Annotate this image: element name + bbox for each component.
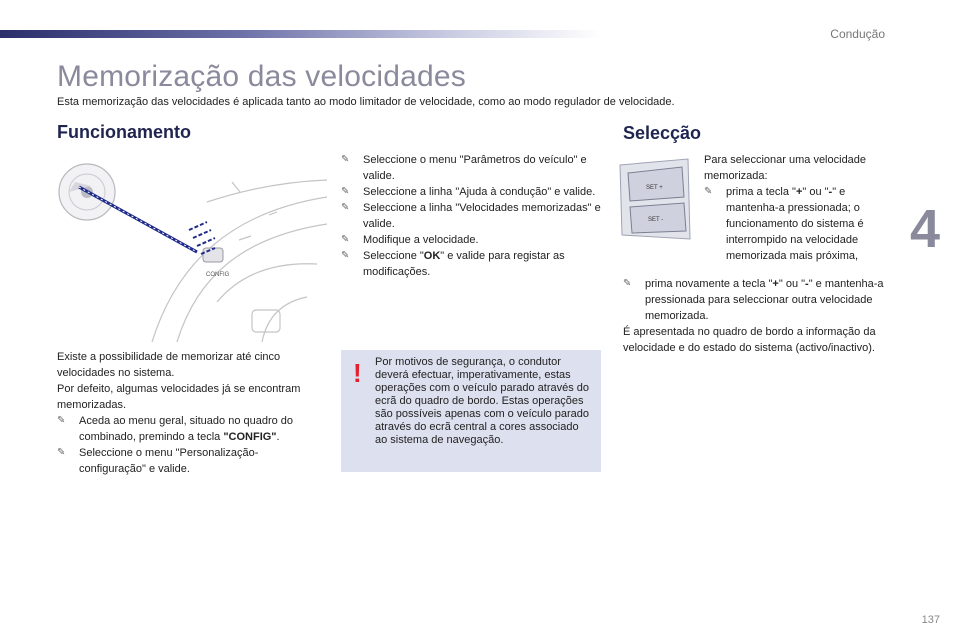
step-text: Aceda ao menu geral, situado no quadro do combinado, premindo a tecla	[79, 415, 294, 443]
chapter-number: 4	[909, 199, 940, 259]
set-buttons-illustration	[612, 155, 694, 243]
step-text: " ou "	[802, 186, 829, 198]
page-number: 137	[921, 614, 940, 626]
step-text: Seleccione o menu "Personalização-configuração" e valide.	[79, 447, 259, 475]
step-text: Seleccione "	[363, 250, 424, 262]
step-bold: -	[828, 186, 833, 198]
section-tag: Condução	[830, 27, 885, 41]
list-item	[341, 184, 603, 200]
set-minus-label: SET -	[648, 217, 664, 223]
step-text: prima novamente a tecla "	[645, 278, 773, 290]
page-title: Memorização das velocidades	[57, 60, 466, 93]
list-item	[704, 184, 889, 264]
config-key-label: CONFIG	[206, 272, 230, 278]
intro-text: Esta memorização das velocidades é aplicada tanto ao modo limitador de velocidade, como ao modo regulador de velocidade.	[57, 96, 675, 108]
bullet-icon: ✎	[704, 186, 713, 197]
seleccao-steps-1	[704, 184, 889, 264]
warning-text: Por motivos de segurança, o condutor deverá efectuar, imperativamente, estas operações com o veículo parado através do ecrã do quadro de bordo. Estas operações são possíveis apenas com o veículo parado através do ecrã central a cores associado ao sistema de navegação.	[375, 356, 590, 446]
step-bold: "CONFIG"	[223, 431, 277, 443]
step-text: Seleccione a linha "Ajuda à condução" e valide.	[363, 186, 596, 198]
bullet-icon: ✎	[341, 202, 350, 213]
bullet-icon: ✎	[341, 234, 350, 245]
step-text: " e valide para registar as modificações.	[363, 250, 565, 278]
seleccao-text-bottom	[623, 276, 888, 356]
list-item	[623, 276, 888, 324]
seleccao-text-top	[704, 152, 889, 264]
step-text: Modifique a velocidade.	[363, 234, 479, 246]
paragraph: Existe a possibilidade de memorizar até cinco velocidades no sistema.	[57, 351, 281, 379]
funcionamento-text-left	[57, 349, 312, 477]
safety-warning-box	[341, 350, 601, 472]
list-item	[341, 200, 603, 232]
bullet-icon: ✎	[57, 415, 66, 426]
list-item	[341, 248, 603, 280]
bullet-icon: ✎	[341, 186, 350, 197]
step-bold: OK	[423, 250, 441, 262]
list-item	[57, 413, 312, 445]
steps-list-a	[57, 413, 312, 477]
steering-wheel-drawing	[57, 152, 327, 342]
step-text: Seleccione a linha "Velocidades memorizadas" e valide.	[363, 202, 601, 230]
seleccao-steps-2	[623, 276, 888, 324]
heading-seleccao: Selecção	[623, 123, 702, 143]
step-text: prima a tecla "	[726, 186, 796, 198]
paragraph: Para seleccionar uma velocidade memorizada:	[704, 154, 867, 182]
paragraph: Por defeito, algumas velocidades já se encontram memorizadas.	[57, 383, 301, 411]
step-text: Seleccione o menu "Parâmetros do veículo" e valide.	[363, 154, 587, 182]
warning-icon: !	[353, 358, 362, 388]
header-gradient-bar	[0, 30, 600, 38]
funcionamento-text-middle	[341, 152, 603, 280]
set-plus-label: SET +	[646, 185, 663, 191]
list-item	[57, 445, 312, 477]
bullet-icon: ✎	[623, 278, 632, 289]
set-buttons-drawing	[612, 155, 694, 243]
list-item	[341, 152, 603, 184]
steps-list-b	[341, 152, 603, 280]
paragraph: É apresentada no quadro de bordo a informação da velocidade e do estado do sistema (activo/inactivo).	[623, 326, 876, 354]
step-text: .	[276, 431, 280, 443]
step-text: " ou "	[778, 278, 806, 290]
step-bold: -	[805, 278, 809, 290]
step-text: " e mantenha-a pressionada para seleccionar outra velocidade memorizada.	[645, 278, 884, 322]
steering-wheel-illustration	[57, 152, 327, 342]
bullet-icon: ✎	[57, 447, 66, 458]
bullet-icon: ✎	[341, 250, 350, 261]
bullet-icon: ✎	[341, 154, 350, 165]
list-item	[341, 232, 603, 248]
step-text: " e mantenha-a pressionada; o funcionamento do sistema é interrompido na velocidade memorizada mais próxima,	[726, 186, 864, 262]
step-bold: +	[795, 186, 803, 198]
step-bold: +	[772, 278, 779, 290]
heading-funcionamento: Funcionamento	[57, 122, 191, 142]
